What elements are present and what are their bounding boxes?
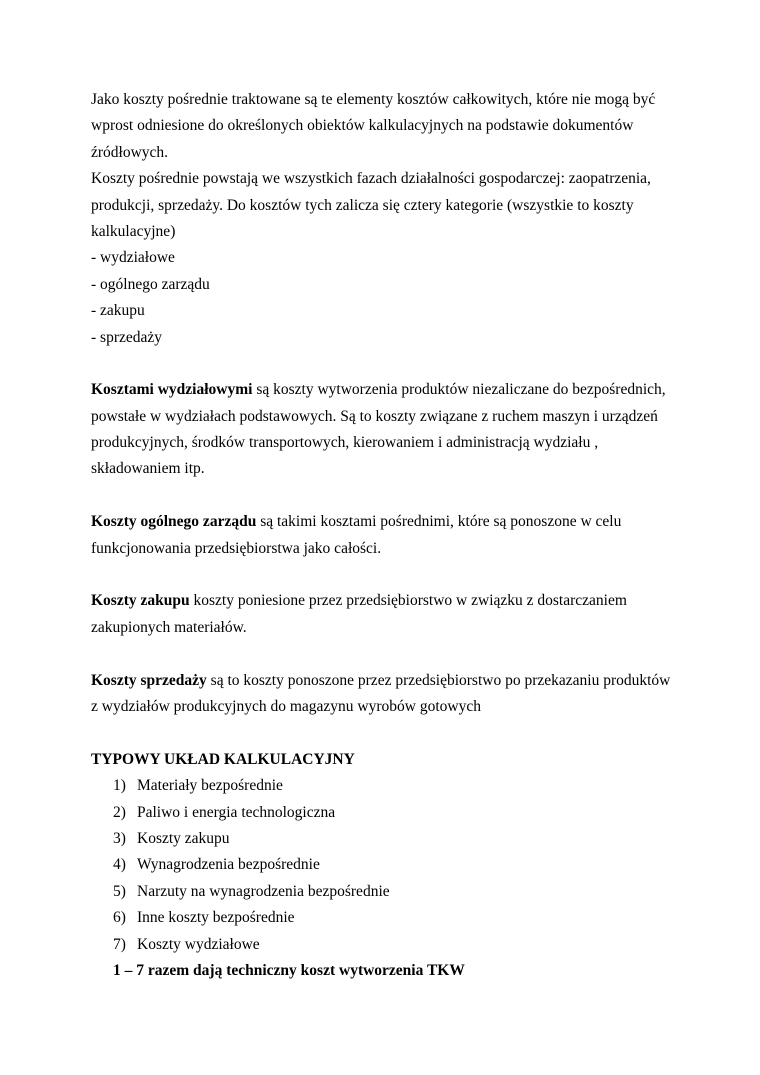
list-text: Materiały bezpośrednie [137, 777, 283, 795]
zakupu-paragraph [91, 588, 691, 641]
category-item: - ogólnego zarządu [91, 275, 210, 293]
category-item: - wydziałowe [91, 249, 175, 267]
text-line: kalkulacyjne) [91, 222, 176, 240]
list-text: Koszty wydziałowe [137, 935, 260, 953]
paragraph-gap [91, 720, 691, 746]
text-line [91, 668, 691, 694]
paragraph-gap [91, 351, 691, 377]
text-line: z wydziałów produkcyjnych do magazynu wyrobów gotowych [91, 697, 481, 715]
text-span: są koszty wytworzenia produktów niezaliczane do bezpośrednich, [252, 381, 666, 399]
paragraph-gap [91, 562, 691, 588]
term-ogolnego: Koszty ogólnego zarządu [91, 513, 257, 531]
text-line: Jako koszty pośrednie traktowane są te elementy kosztów całkowitych, które nie mogą być [91, 91, 656, 108]
list-number: 5) [113, 882, 126, 900]
list-text: Koszty zakupu [137, 829, 230, 847]
term-zakupu: Koszty zakupu [91, 592, 190, 610]
text-line: źródłowych. [91, 143, 169, 161]
list-text: Paliwo i energia technologiczna [137, 803, 336, 821]
list-number: 7) [113, 935, 126, 953]
text-line: zakupionych materiałów. [91, 618, 247, 636]
text-line [91, 377, 691, 403]
paragraph-gap [91, 483, 691, 509]
text-line: produkcji, sprzedaży. Do kosztów tych zalicza się cztery kategorie (wszystkie to koszty [91, 196, 634, 214]
list-number: 6) [113, 909, 126, 927]
list-item [113, 800, 691, 826]
text-span: są takimi kosztami pośrednimi, które są ponoszone w celu [256, 513, 622, 531]
document-body [91, 87, 691, 984]
text-line: Koszty pośrednie powstają we wszystkich fazach działalności gospodarczej: zaopatrzenia, [91, 170, 651, 188]
sprzedazy-paragraph [91, 668, 691, 721]
list-item [113, 852, 691, 878]
text-line: powstałe w wydziałach podstawowych. Są to koszty związane z ruchem maszyn i urządzeń [91, 407, 658, 425]
category-item: - sprzedaży [91, 328, 162, 346]
term-sprzedazy: Koszty sprzedaży [91, 671, 207, 689]
list-item [113, 773, 691, 799]
text-span: koszty poniesione przez przedsiębiorstwo w związku z dostarczaniem [189, 592, 627, 610]
uklad-section [91, 747, 691, 985]
list-item [113, 905, 691, 931]
list-text: Inne koszty bezpośrednie [137, 909, 295, 927]
list-item [113, 879, 691, 905]
text-line [91, 509, 691, 535]
intro-paragraph [91, 87, 691, 245]
list-item [113, 932, 691, 958]
list-number: 2) [113, 803, 126, 821]
text-span: są to koszty ponoszone przez przedsiębiorstwo po przekazaniu produktów [206, 671, 671, 689]
summary-line: 1 – 7 razem dają techniczny koszt wytworzenia TKW [113, 961, 465, 979]
text-line: funkcjonowania przedsiębiorstwa jako całości. [91, 539, 382, 557]
category-item: - zakupu [91, 302, 145, 320]
list-number: 1) [113, 777, 126, 795]
uklad-list [91, 773, 691, 984]
list-text: Narzuty na wynagrodzenia bezpośrednie [137, 882, 390, 900]
list-text: Wynagrodzenia bezpośrednie [137, 856, 320, 874]
list-number: 4) [113, 856, 126, 874]
text-line: wprost odniesione do określonych obiektów kalkulacyjnych na podstawie dokumentów [91, 117, 634, 135]
section-heading: TYPOWY UKŁAD KALKULACYJNY [91, 750, 355, 768]
text-line: składowaniem itp. [91, 460, 205, 478]
term-wydzialowe: Kosztami wydziałowymi [91, 381, 253, 399]
ogolnego-paragraph [91, 509, 691, 562]
text-line: produkcyjnych, środków transportowych, kierowaniem i administracją wydziału , [91, 434, 599, 452]
paragraph-gap [91, 641, 691, 667]
list-item [113, 826, 691, 852]
wydzialowe-paragraph [91, 377, 691, 483]
categories-list [91, 245, 691, 351]
text-line [91, 588, 691, 614]
list-number: 3) [113, 829, 126, 847]
